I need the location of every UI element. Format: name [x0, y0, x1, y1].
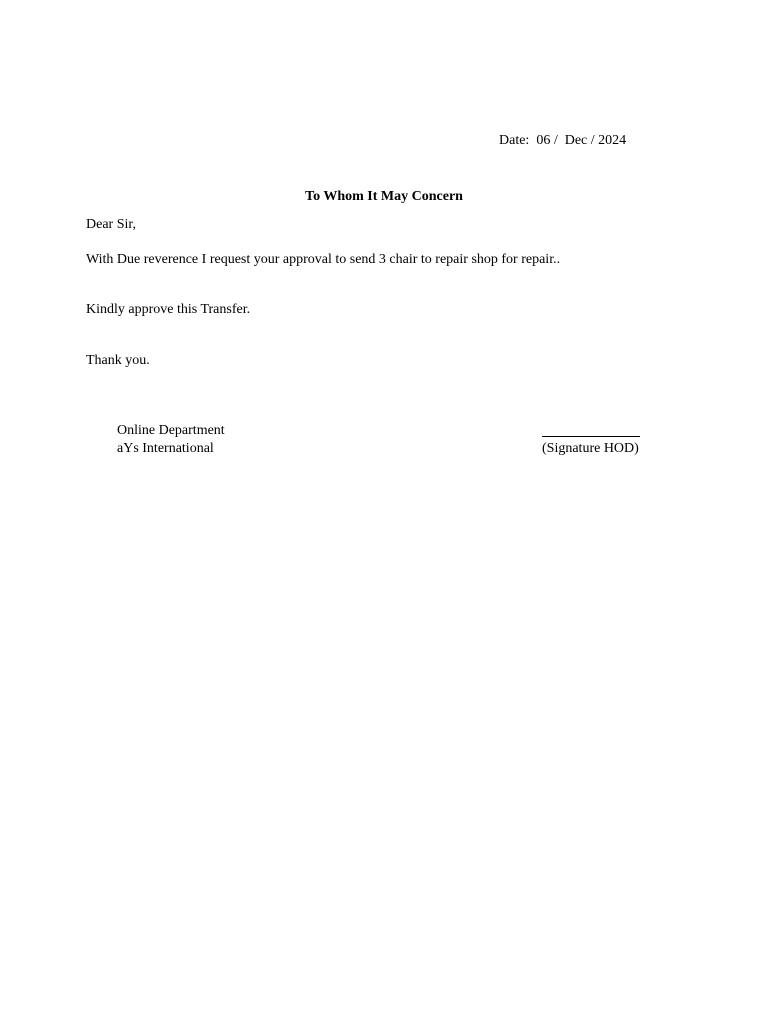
signature-line: [542, 436, 640, 437]
letter-greeting: Dear Sir,: [86, 217, 136, 232]
letter-closing: Thank you.: [86, 353, 150, 368]
sender-department: Online Department: [117, 423, 225, 438]
sender-organization: aYs International: [117, 441, 214, 456]
signature-label: (Signature HOD): [542, 441, 639, 456]
letter-body-paragraph: With Due reverence I request your approval to send 3 chair to repair shop for repair..: [86, 252, 561, 267]
letter-title: To Whom It May Concern: [305, 189, 463, 204]
letter-body-paragraph: Kindly approve this Transfer.: [86, 302, 251, 317]
letter-date: Date: 06 / Dec / 2024: [499, 133, 627, 148]
